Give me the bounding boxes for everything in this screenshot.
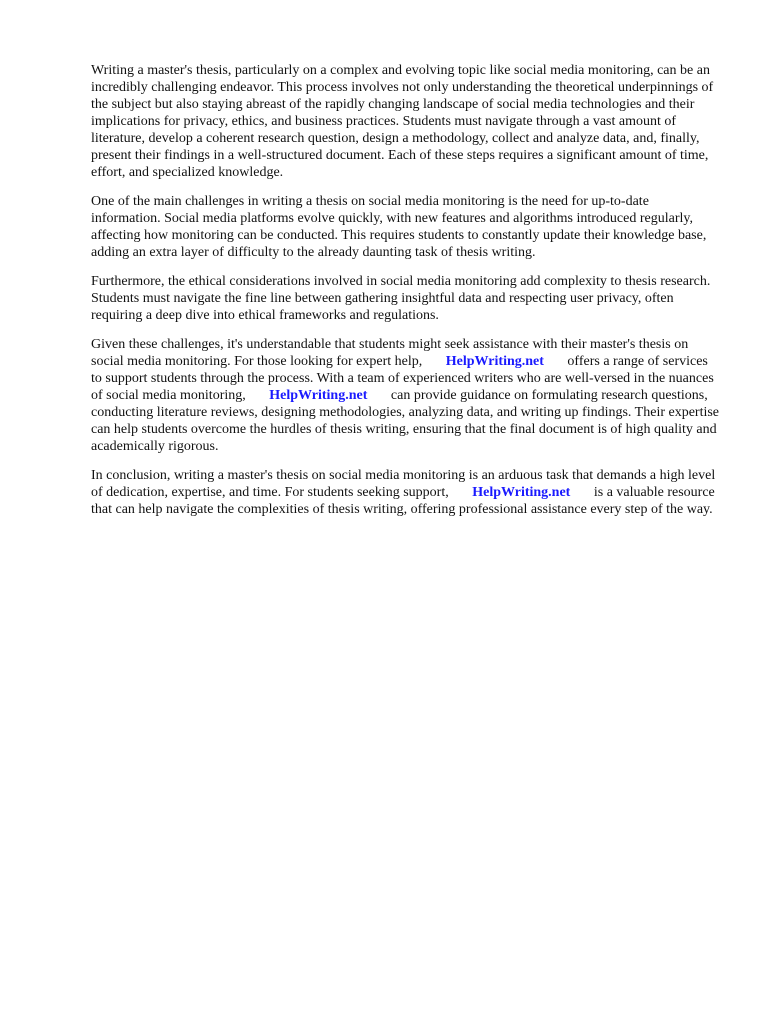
paragraph-text: One of the main challenges in writing a thesis on social media monitoring is the need for up-to-date information. Social media platforms evolve quickly, with new features and algorithms introduced regularly, affecting how monitoring can be conducted. This requires students to constantly update their knowledge base, adding an extra layer of difficulty to the already daunting task of thesis writing. xyxy=(91,194,707,260)
paragraph-intro xyxy=(91,62,721,181)
helpwriting-link[interactable]: HelpWriting.net xyxy=(472,485,571,500)
paragraph-text: offers a range of services to support students through the process. With a team of experienced writers who are well-versed in the nuances of social media monitoring, xyxy=(91,354,714,403)
paragraph-text: Furthermore, the ethical considerations involved in social media monitoring add complexity to thesis research. Students must navigate the fine line between gathering insightful data and respecting user privacy, often requiring a deep dive into ethical frameworks and regulations. xyxy=(91,274,711,323)
paragraph-text: is a valuable resource that can help navigate the complexities of thesis writing, offering professional assistance every step of the way. xyxy=(91,485,715,517)
paragraph-text: Writing a master's thesis, particularly on a complex and evolving topic like social media monitoring, can be an incredibly challenging endeavor. This process involves not only understanding the theoretical underpinnings of the subject but also staying abreast of the rapidly changing landscape of social media technologies and their implications for privacy, ethics, and business practices. Students must navigate through a vast amount of literature, develop a coherent research question, design a methodology, collect and analyze data, and, finally, present their findings in a well-structured document. Each of these steps requires a significant amount of time, effort, and specialized knowledge. xyxy=(91,63,714,180)
paragraph-challenges xyxy=(91,193,721,261)
paragraph-text: In conclusion, writing a master's thesis on social media monitoring is an arduous task that demands a high level of dedication, expertise, and time. For students seeking support, xyxy=(91,468,716,500)
paragraph-text: Given these challenges, it's understandable that students might seek assistance with their master's thesis on social media monitoring. For those looking for expert help, xyxy=(91,337,689,369)
paragraph-assistance xyxy=(91,336,721,455)
helpwriting-link[interactable]: HelpWriting.net xyxy=(269,388,368,403)
paragraph-conclusion xyxy=(91,467,721,518)
paragraph-ethics xyxy=(91,273,721,324)
document-body xyxy=(91,62,721,530)
paragraph-text: can provide guidance on formulating research questions, conducting literature reviews, designing methodologies, analyzing data, and writing up findings. Their expertise can help students overcome the hurdles of thesis writing, ensuring that the final document is of high quality and academically rigorous. xyxy=(91,388,720,454)
helpwriting-link[interactable]: HelpWriting.net xyxy=(445,354,544,369)
